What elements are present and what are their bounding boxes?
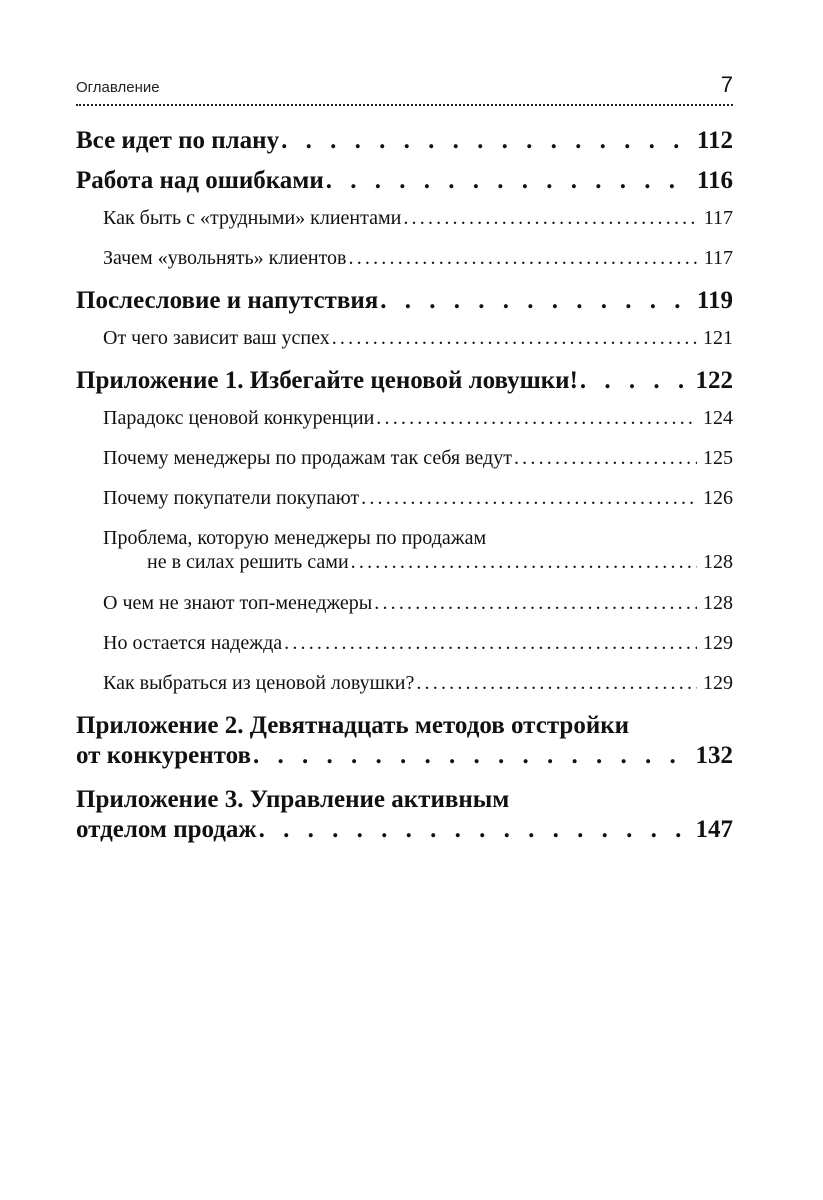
book-page <box>76 0 733 1200</box>
toc-entry-chapter <box>76 366 733 406</box>
dot-leader <box>374 591 697 615</box>
toc-entry-title: Почему покупатели покупают <box>103 487 360 509</box>
toc-entry-section <box>103 326 733 366</box>
toc-entry-chapter <box>76 286 733 326</box>
toc-entry-chapter <box>76 711 733 785</box>
toc-entry-title-line2: отделом продаж <box>76 816 257 843</box>
toc-entry-title-line2: не в силах решить сами <box>147 551 349 573</box>
toc-entry-title: Как выбраться из ценовой ловушки? <box>103 672 415 694</box>
table-of-contents <box>76 126 733 859</box>
toc-entry-chapter <box>76 126 733 166</box>
toc-entry-title-line1: Проблема, которую менеджеры по продажам <box>103 527 487 549</box>
toc-entry-title: Работа над ошибками <box>76 167 324 194</box>
toc-entry-title: Все идет по плану <box>76 127 280 154</box>
toc-entry-section <box>103 486 733 526</box>
dot-leader <box>361 486 697 510</box>
dot-leader <box>416 671 697 695</box>
toc-entry-page: 124 <box>703 407 733 429</box>
dot-leader <box>281 126 691 156</box>
toc-entry-page: 122 <box>695 367 733 394</box>
dot-leader <box>259 815 690 845</box>
toc-entry-page: 117 <box>703 207 733 229</box>
header-page-number: 7 <box>720 72 733 97</box>
dot-leader <box>580 366 690 396</box>
dot-leader <box>376 406 697 430</box>
dot-leader <box>284 631 697 655</box>
toc-entry-section <box>103 406 733 446</box>
toc-entry-title: Как быть с «трудными» клиентами <box>103 207 402 229</box>
toc-entry-section <box>103 206 733 246</box>
toc-entry-chapter <box>76 785 733 859</box>
header-section-title: Оглавление <box>76 79 160 96</box>
toc-entry-title: Но остается надежда <box>103 632 283 654</box>
dot-leader <box>403 206 697 230</box>
toc-entry-section <box>103 631 733 671</box>
toc-entry-section <box>103 246 733 286</box>
toc-entry-page: 126 <box>703 487 733 509</box>
toc-entry-title: От чего зависит ваш успех <box>103 327 330 349</box>
toc-entry-page: 119 <box>696 287 733 314</box>
toc-entry-page: 129 <box>703 632 733 654</box>
toc-entry-title: Парадокс ценовой конкуренции <box>103 407 375 429</box>
running-header <box>76 64 733 106</box>
toc-entry-page: 128 <box>703 551 733 573</box>
toc-entry-page: 129 <box>703 672 733 694</box>
toc-entry-page: 121 <box>703 327 733 349</box>
toc-entry-section <box>103 446 733 486</box>
toc-entry-title-line2: от конкурентов <box>76 742 251 769</box>
toc-entry-title: Послесловие и напутствия <box>76 287 379 314</box>
toc-entry-page: 112 <box>696 127 733 154</box>
toc-entry-title: Почему менеджеры по продажам так себя ведут <box>103 447 512 469</box>
toc-entry-page: 125 <box>703 447 733 469</box>
toc-entry-title: Зачем «увольнять» клиентов <box>103 247 347 269</box>
toc-entry-section <box>103 671 733 711</box>
dot-leader <box>349 246 698 270</box>
dot-leader <box>351 550 697 574</box>
dot-leader <box>380 286 691 316</box>
toc-entry-title: О чем не знают топ-менеджеры <box>103 592 373 614</box>
dot-leader <box>332 326 697 350</box>
toc-entry-section <box>103 526 733 591</box>
toc-entry-chapter <box>76 166 733 206</box>
toc-entry-page: 132 <box>695 742 733 769</box>
toc-entry-title: Приложение 1. Избегайте ценовой ловушки! <box>76 367 578 394</box>
dot-leader <box>326 166 691 196</box>
toc-entry-page: 117 <box>703 247 733 269</box>
toc-entry-page: 147 <box>695 816 733 843</box>
toc-entry-page: 128 <box>703 592 733 614</box>
toc-entry-page: 116 <box>696 167 733 194</box>
dot-leader <box>253 741 690 771</box>
toc-entry-title-line1: Приложение 3. Управление активным <box>76 786 510 813</box>
toc-entry-title-line1: Приложение 2. Девятнадцать методов отстройки <box>76 712 630 739</box>
dot-leader <box>514 446 697 470</box>
toc-entry-section <box>103 591 733 631</box>
